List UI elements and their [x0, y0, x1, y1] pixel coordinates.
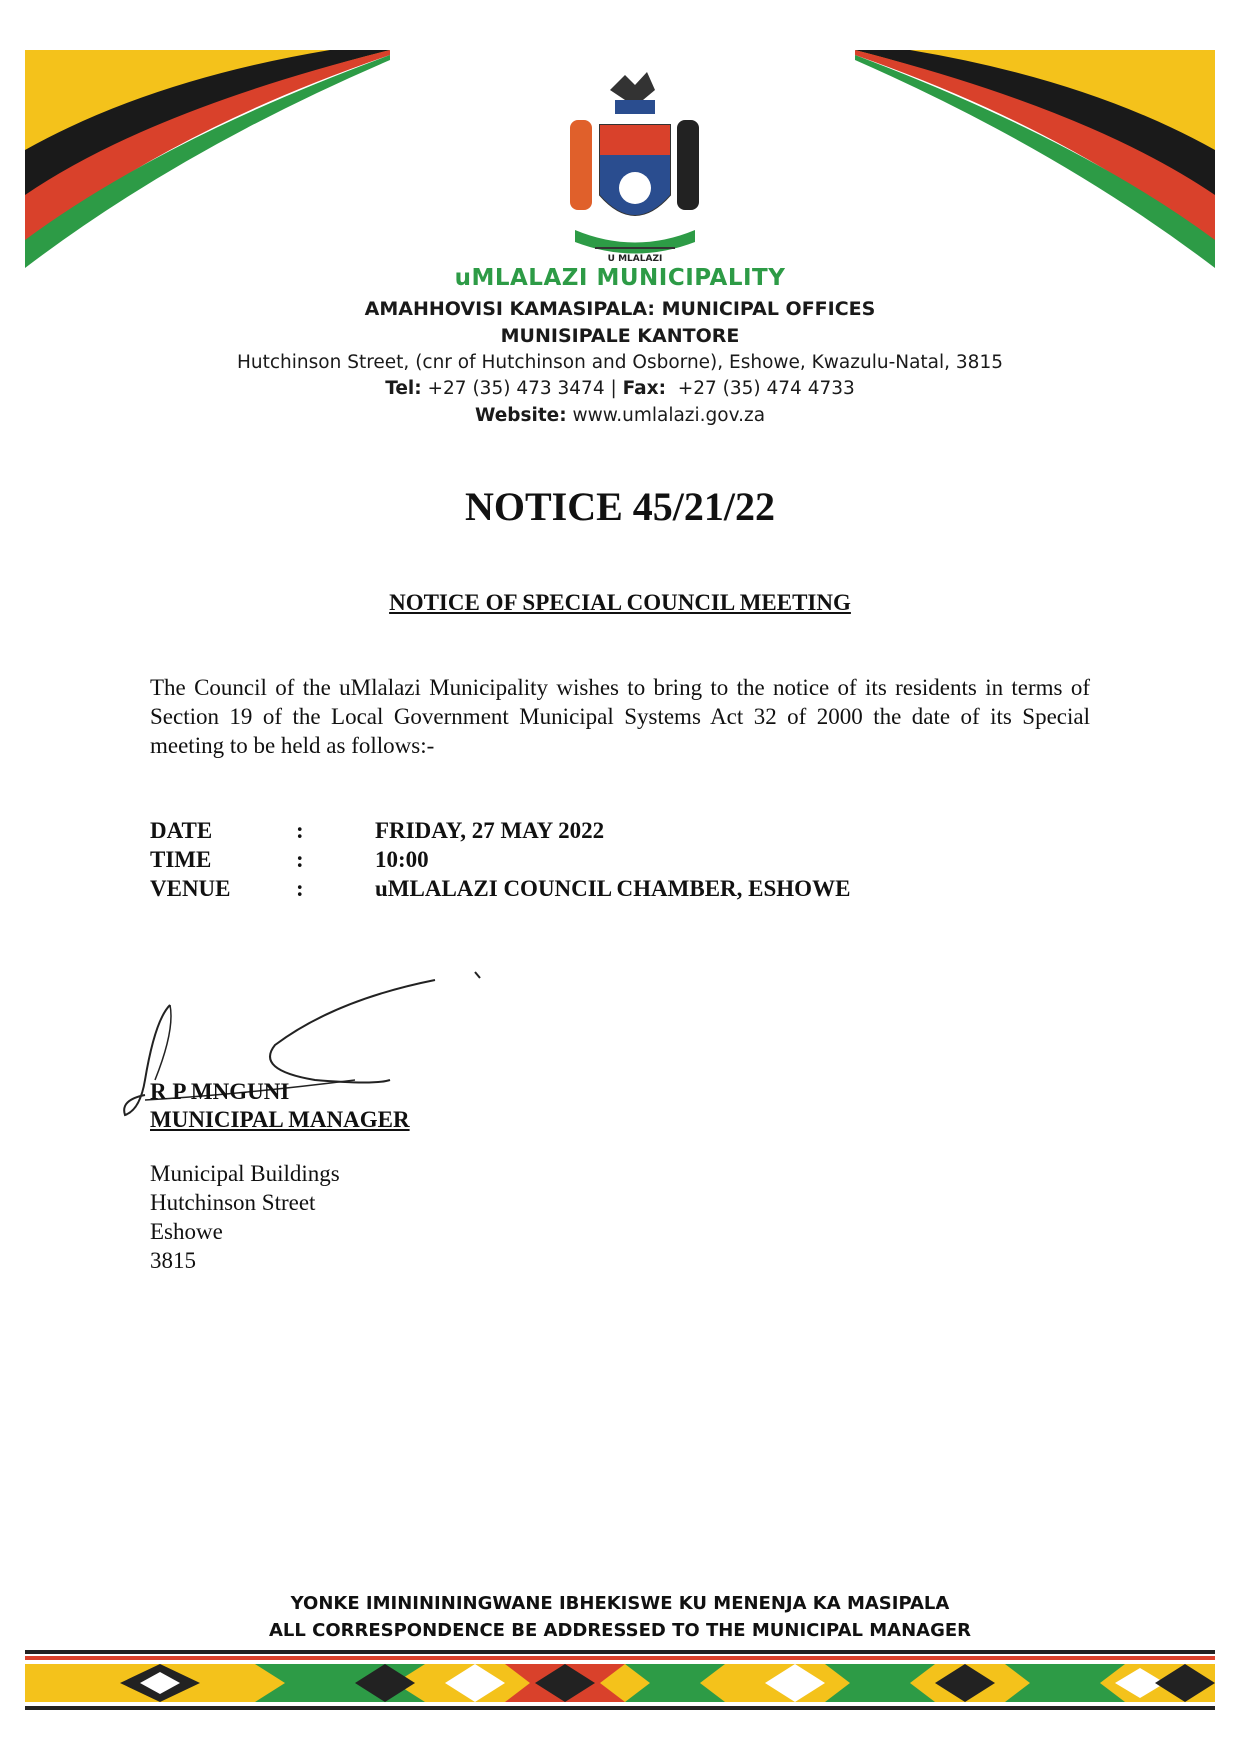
fax-label: Fax:: [622, 378, 666, 399]
return-address-line: Municipal Buildings: [150, 1161, 340, 1186]
corner-swoosh-right: [840, 0, 1240, 280]
return-address-line: Eshowe: [150, 1219, 223, 1244]
website-label: Website:: [474, 405, 567, 426]
notice-heading: NOTICE OF SPECIAL COUNCIL MEETING: [389, 590, 851, 615]
offices-line: AMAHHOVISI KAMASIPALA: MUNICIPAL OFFICES: [364, 298, 876, 320]
meeting-label: DATE: [150, 818, 213, 843]
return-address-line: 3815: [150, 1248, 196, 1273]
kantore-line: MUNISIPALE KANTORE: [500, 325, 740, 347]
signatory-title: MUNICIPAL MANAGER: [150, 1107, 410, 1132]
crest-text: U MLALAZI: [607, 254, 663, 264]
municipal-crest-logo: [555, 70, 715, 265]
address-line: Hutchinson Street, (cnr of Hutchinson and Osborne), Eshowe, Kwazulu-Natal, 3815: [237, 352, 1003, 373]
meeting-value: FRIDAY, 27 MAY 2022: [375, 818, 605, 843]
organization-name: uMLALAZI MUNICIPALITY: [454, 265, 786, 291]
tel-label: Tel:: [385, 378, 422, 399]
footer-line-english: ALL CORRESPONDENCE BE ADDRESSED TO THE MUNICIPAL MANAGER: [268, 1620, 972, 1641]
meeting-value: uMLALAZI COUNCIL CHAMBER, ESHOWE: [375, 876, 851, 901]
tel-value: +27 (35) 473 3474 |: [421, 378, 623, 399]
meeting-label: VENUE: [150, 876, 231, 901]
meeting-value: 10:00: [375, 847, 429, 872]
corner-swoosh-left: [0, 0, 420, 280]
website-line: [0, 405, 1240, 426]
signatory-name: R P MNGUNI: [150, 1079, 290, 1104]
meeting-colon: :: [296, 876, 304, 901]
fax-value: +27 (35) 474 4733: [665, 378, 855, 399]
footer-line-zulu: YONKE IMININININGWANE IBHEKISWE KU MENENJA KA MASIPALA: [290, 1593, 950, 1614]
notice-number: NOTICE 45/21/22: [464, 484, 776, 529]
footer-pattern-band: [25, 1650, 1215, 1716]
meeting-colon: :: [296, 847, 304, 872]
website-value: www.umlalazi.gov.za: [566, 405, 766, 426]
notice-body: The Council of the uMlalazi Municipality wishes to bring to the notice of its residents in terms of Section 19 of the Local Government Municipal Systems Act 32 of 2000 the date of its Special meeting to be held as follows:-: [150, 675, 1090, 758]
contact-line: [0, 378, 1240, 399]
meeting-colon: :: [296, 818, 304, 843]
meeting-label: TIME: [150, 847, 212, 872]
return-address-line: Hutchinson Street: [150, 1190, 316, 1215]
